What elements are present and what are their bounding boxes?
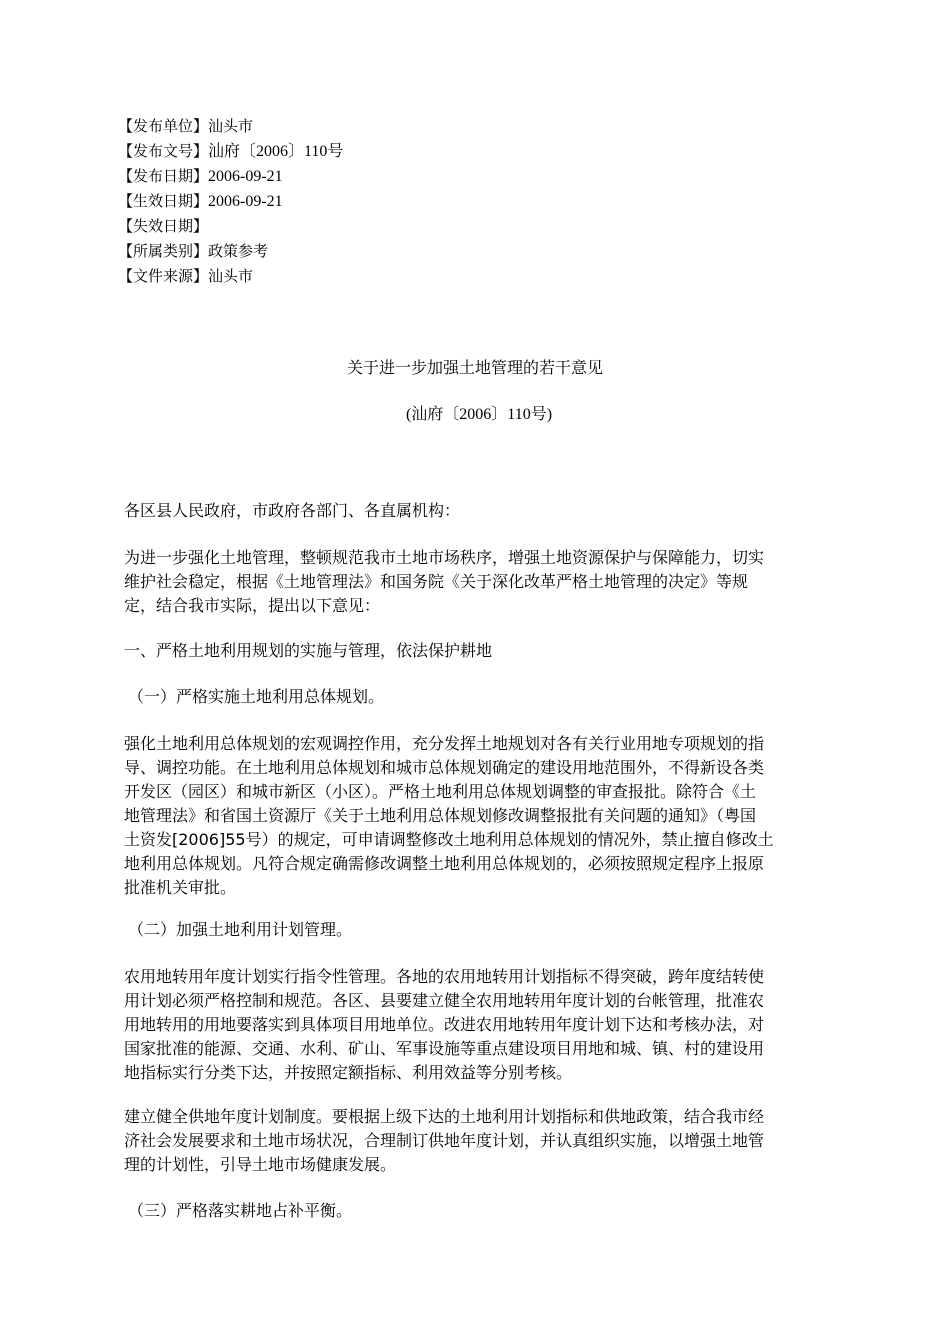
document-number: (汕府〔2006〕110号) — [405, 406, 553, 423]
text-line: 地利用总体规划。凡符合规定确需修改调整土地利用总体规划的，必须按照规定程序上报原 — [124, 854, 765, 873]
text-line: 济社会发展要求和土地市场状况，合理制订供地年度计划，并认真组织实施，以增强土地管 — [124, 1131, 765, 1150]
section-heading — [124, 639, 834, 663]
text-line: 建立健全供地年度计划制度。要根据上级下达的土地利用计划指标和供地政策，结合我市经 — [124, 1107, 765, 1126]
subsection-2-paragraph-b — [124, 1105, 834, 1177]
meta-value: 2006-09-21 — [208, 193, 283, 210]
meta-value: 汕头市 — [208, 267, 254, 285]
meta-expiry-date — [118, 214, 618, 239]
meta-label: 【生效日期】 — [118, 192, 209, 210]
text-line: 国家批准的能源、交通、水利、矿山、军事设施等重点建设项目用地和城、镇、村的建设用 — [124, 1039, 765, 1058]
meta-value: 2006-09-21 — [208, 168, 283, 185]
text-line: 定，结合我市实际，提出以下意见： — [124, 596, 381, 615]
text-line: 一、严格土地利用规划的实施与管理，依法保护耕地 — [124, 641, 493, 660]
text-line: 开发区（园区）和城市新区（小区）。严格土地利用总体规划调整的审查报批。除符合《土 — [124, 782, 757, 801]
text-line: 地管理法》和省国土资源厅《关于土地利用总体规划修改调整报批有关问题的通知》（粤国 — [124, 806, 757, 825]
meta-label: 【文件来源】 — [118, 267, 209, 285]
text-line: 强化土地利用总体规划的宏观调控作用，充分发挥土地规划对各有关行业用地专项规划的指 — [124, 734, 765, 753]
meta-source — [118, 264, 618, 289]
text-line: 土资发[2006]55号）的规定，可申请调整修改土地利用总体规划的情况外，禁止擅自修改土 — [124, 830, 774, 849]
intro-paragraph — [124, 546, 834, 618]
text-line: （二）加强土地利用计划管理。 — [128, 920, 353, 939]
subsection-heading-3 — [128, 1199, 838, 1223]
text-line: 地指标实行分类下达，并按照定额指标、利用效益等分别考核。 — [124, 1063, 573, 1082]
meta-docno — [118, 139, 618, 164]
text-line: 批准机关审批。 — [124, 878, 237, 897]
subsection-heading-1 — [128, 685, 838, 709]
meta-label: 【发布日期】 — [118, 167, 209, 185]
subsection-heading-2 — [128, 918, 838, 942]
meta-issuer — [118, 114, 618, 139]
subsection-2-paragraph-a — [124, 965, 834, 1085]
meta-value: 政策参考 — [208, 242, 269, 260]
salutation — [124, 499, 834, 523]
meta-value: 汕府〔2006〕110号 — [208, 143, 344, 160]
text-line: 各区县人民政府，市政府各部门、各直属机构： — [124, 501, 461, 520]
text-line: 用计划必须严格控制和规范。各区、县要建立健全农用地转用年度计划的台帐管理，批准农 — [124, 991, 765, 1010]
meta-value: 汕头市 — [208, 117, 254, 135]
metadata-block — [118, 114, 618, 289]
subsection-1-paragraph — [124, 732, 834, 900]
meta-issue-date — [118, 164, 618, 189]
meta-effective-date — [118, 189, 618, 214]
text-line: 为进一步强化土地管理，整顿规范我市土地市场秩序，增强土地资源保护与保障能力，切实 — [124, 548, 765, 567]
meta-label: 【失效日期】 — [118, 217, 209, 235]
meta-category — [118, 239, 618, 264]
text-line: 导、调控功能。在土地利用总体规划和城市总体规划确定的建设用地范围外，不得新设各类 — [124, 758, 765, 777]
meta-label: 【所属类别】 — [118, 242, 209, 260]
text-line: 农用地转用年度计划实行指令性管理。各地的农用地转用计划指标不得突破，跨年度结转使 — [124, 967, 765, 986]
text-line: （三）严格落实耕地占补平衡。 — [128, 1201, 353, 1220]
text-line: 维护社会稳定，根据《土地管理法》和国务院《关于深化改革严格土地管理的决定》等规 — [124, 572, 749, 591]
text-line: 用地转用的用地要落实到具体项目用地单位。改进农用地转用年度计划下达和考核办法，对 — [124, 1015, 765, 1034]
text-line: （一）严格实施土地利用总体规划。 — [128, 687, 385, 706]
text-line: 理的计划性，引导土地市场健康发展。 — [124, 1155, 397, 1174]
document-title: 关于进一步加强土地管理的若干意见 — [346, 358, 603, 377]
meta-label: 【发布单位】 — [118, 117, 209, 135]
meta-label: 【发布文号】 — [118, 142, 209, 160]
